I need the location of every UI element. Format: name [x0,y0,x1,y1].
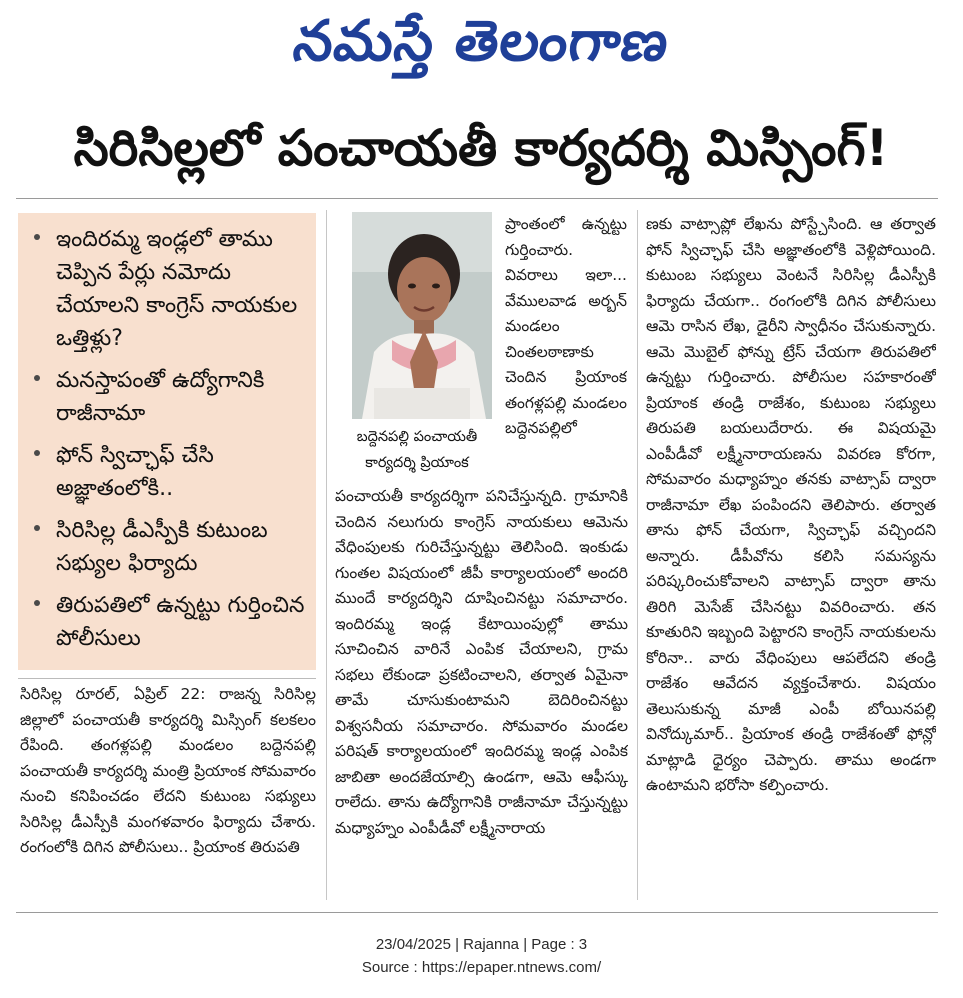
highlight-text: మనస్తాపంతో ఉద్యోగానికి రాజీనామా [56,368,265,426]
portrait-photo [352,212,492,419]
bullet-icon [34,234,40,240]
highlight-item [30,364,310,430]
highlight-text: ఇందిరమ్మ ఇండ్లలో తాము చెప్పిన పేర్లు నమోదు చేయాలని కాంగ్రెస్ నాయకుల ఒత్తిళ్లు? [56,227,298,351]
highlights-box [18,213,316,670]
bullet-icon [34,450,40,456]
article-column-2 [335,484,628,892]
bullet-icon [34,600,40,606]
page-footer [0,933,963,979]
bullet-icon [34,525,40,531]
article-headline: సిరిసిల్లలో పంచాయతీ కార్యదర్శి మిస్సింగ్! [73,119,889,177]
footer-divider [16,912,938,913]
column-1-text: సిరిసిల్ల రూరల్, ఏప్రిల్ 22: రాజన్న సిరిసిల్ల జిల్లాలో పంచాయతీ కార్యదర్శి మిస్సింగ్ కలకలం రేపింది. తంగళ్లపల్లి మండలం బద్దెనపల్లి పంచాయతీ కార్యదర్శి మంత్రి ప్రియాంక సోమవారం నుంచి కనిపించడం లేదని కుటుంబ సభ్యులు సిరిసిల్ల డీఎస్పీకి మంగళవారం ఫిర్యాదు చేశారు. రంగంలోకి దిగిన పోలీసులు.. ప్రియాంక తిరుపతి [20,685,316,856]
highlight-text: సిరిసిల్ల డీఎస్పీకి కుటుంబ సభ్యుల ఫిర్యాదు [56,518,268,576]
highlight-item [30,223,310,355]
photo-caption: బద్దెనపల్లి పంచాయతీ కార్యదర్శి ప్రియాంక [356,429,478,471]
highlight-item [30,514,310,580]
article-column-3 [646,212,936,892]
newspaper-logo: నమస్తే తెలంగాణ [289,9,674,74]
highlight-text: ఫోన్ స్విచ్ఛాఫ్ చేసి అజ్ఞాతంలోకి.. [56,443,214,501]
column-divider [326,210,327,900]
column-2-text: పంచాయతీ కార్యదర్శిగా పనిచేస్తున్నది. గ్రామానికి చెందిన నలుగురు కాంగ్రెస్ నాయకులు ఆమెను వేధింపులకు గురిచేస్తున్నట్టు తెలిసింది. ఇంకుడు గుంతల విషయంలో జీపీ కార్యాలయంలో అందరి ముందే కార్యదర్శిని దూషించినట్టు సమాచారం. ఇందిరమ్మ ఇండ్ల కేటాయింపుల్లో తాము సూచించిన వారినే ఎంపిక చేయాలని, గ్రామ సభలు లేకుండా ప్రకటించాలని, తర్వాత ఏమైనా తామే చూసుకుంటామని బెదిరించినట్టు విశ్వసనీయ సమాచారం. సోమవారం మండల పరిషత్ కార్యాలయంలో ఇందిరమ్మ ఇండ్ల ఎంపిక జాబితా అందజేయాల్సి ఉండగా, ఆమె ఆఫీస్కు రాలేదు. తాను ఉద్యోగానికి రాజీనామా చేస్తున్నట్టు మధ్యాహ్నం ఎంపీడీవో లక్ష్మీనారాయ [335,487,628,837]
edition-info: 23/04/2025 | Rajanna | Page : 3 [375,936,588,953]
article-column-1 [20,682,316,892]
column-2-top-text: ప్రాంతంలో ఉన్నట్టు గుర్తించారు. వివరాలు ఇలా... వేములవాడ అర్బన్ మండలం చింతలఠాణాకు చెందిన ప్రియాంక తంగళ్లపల్లి మండలం బద్దెనపల్లిలో [505,215,627,437]
column-3-text: ణకు వాట్సాప్లో లేఖను పోస్ట్చేసింది. ఆ తర్వాత ఫోన్ స్విచ్ఛాఫ్ చేసి అజ్ఞాతంలోకి వెళ్లిపోయింది. కుటుంబ సభ్యులు వెంటనే సిరిసిల్ల డీఎస్పీకి ఫిర్యాదు చేయగా.. రంగంలోకి దిగిన పోలీసులు ఆమె రాసిన లేఖ, డైరీని స్వాధీనం చేసుకున్నారు. ఆమె మొబైల్ ఫోన్ను ట్రేస్ చేయగా తిరుపతిలో ఉన్నట్టు గుర్తించారు. పోలీసుల సహకారంతో ప్రియాంక తండ్రి రాజేశం, కుటుంబ సభ్యులు తిరుపతి బయలుదేరారు. ఈ విషయమై ఎంపీడీవో లక్ష్మీనారాయణను వివరణ కోరగా, సోమవారం మధ్యాహ్నం తనకు వాట్సాప్ ద్వారా రాజీనామా లేఖ పంపిందని తెలిపారు. తర్వాత తాను ఫోన్ చేయగా, స్విచ్ఛాఫ్ వచ్చిందని అన్నారు. డీపీవోను కలిసి సమస్యను పరిష్కరించుకోవాలని వాట్సాప్ ద్వారా తాను తిరిగి మెసేజ్ చేసినట్టు వివరించారు. తన కూతురిని ఇబ్బంది పెట్టారని కాంగ్రెస్ నాయకులను కోరినా.. వారు వేధింపులు ఆపలేదని తండ్రి రాజేశం ఆవేదన వ్యక్తంచేశారు. విషయం తెలుసుకున్న మాజీ ఎంపీ బోయినపల్లి వినోద్కుమార్.. ప్రియాంక తండ్రి రాజేశంతో ఫోన్లో మాట్లాడి ధైర్యం చెప్పారు. తాము అండగా ఉంటామని భరోసా కల్పించారు. [646,215,936,794]
source-link[interactable]: Source : https://epaper.ntnews.com/ [361,959,602,976]
highlight-text: తిరుపతిలో ఉన్నట్టు గుర్తించిన పోలీసులు [56,593,305,651]
highlight-item [30,589,310,655]
woman-portrait-illustration [352,212,492,419]
headline-divider [16,198,938,199]
bullet-icon [34,375,40,381]
column-divider [637,210,638,900]
highlight-item [30,439,310,505]
article-column-2-top [505,212,627,484]
highlights-divider [18,678,316,679]
masthead [0,4,963,80]
